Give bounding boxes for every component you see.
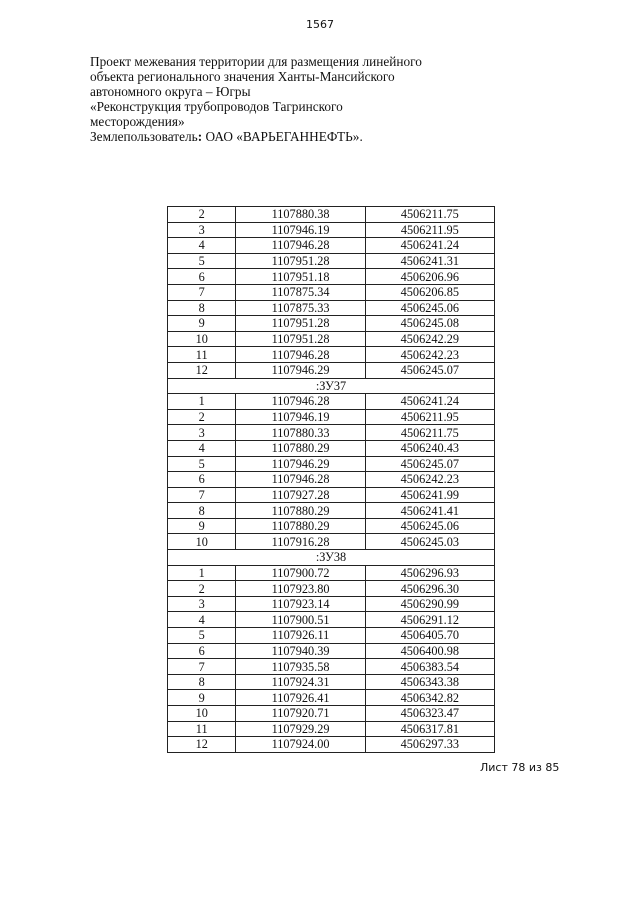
point-number-cell: 5 bbox=[168, 628, 236, 644]
y-coordinate-cell: 4506343.38 bbox=[365, 674, 494, 690]
table-row bbox=[168, 347, 495, 363]
x-coordinate-cell: 1107880.38 bbox=[236, 207, 365, 223]
point-number-cell: 5 bbox=[168, 456, 236, 472]
x-coordinate-cell: 1107946.28 bbox=[236, 238, 365, 254]
table-row bbox=[168, 581, 495, 597]
point-number-cell: 9 bbox=[168, 690, 236, 706]
y-coordinate-cell: 4506245.07 bbox=[365, 362, 494, 378]
header-line: объекта регионального значения Ханты-Мансийского bbox=[90, 69, 395, 84]
x-coordinate-cell: 1107924.00 bbox=[236, 737, 365, 753]
coordinates-table-body bbox=[168, 207, 495, 753]
x-coordinate-cell: 1107880.29 bbox=[236, 440, 365, 456]
x-coordinate-cell: 1107900.72 bbox=[236, 565, 365, 581]
point-number-cell: 11 bbox=[168, 721, 236, 737]
point-number-cell: 9 bbox=[168, 518, 236, 534]
header-line: автономного округа – Югры bbox=[90, 84, 251, 99]
x-coordinate-cell: 1107923.80 bbox=[236, 581, 365, 597]
point-number-cell: 8 bbox=[168, 300, 236, 316]
point-number-cell: 10 bbox=[168, 534, 236, 550]
table-row bbox=[168, 222, 495, 238]
point-number-cell: 2 bbox=[168, 409, 236, 425]
table-row bbox=[168, 737, 495, 753]
y-coordinate-cell: 4506291.12 bbox=[365, 612, 494, 628]
x-coordinate-cell: 1107920.71 bbox=[236, 706, 365, 722]
point-number-cell: 7 bbox=[168, 487, 236, 503]
y-coordinate-cell: 4506211.75 bbox=[365, 425, 494, 441]
land-user-label: Землепользователь bbox=[90, 129, 198, 144]
point-number-cell: 12 bbox=[168, 362, 236, 378]
y-coordinate-cell: 4506405.70 bbox=[365, 628, 494, 644]
point-number-cell: 1 bbox=[168, 394, 236, 410]
y-coordinate-cell: 4506241.41 bbox=[365, 503, 494, 519]
x-coordinate-cell: 1107900.51 bbox=[236, 612, 365, 628]
table-row bbox=[168, 565, 495, 581]
land-user-line bbox=[90, 129, 420, 144]
y-coordinate-cell: 4506211.95 bbox=[365, 409, 494, 425]
x-coordinate-cell: 1107946.28 bbox=[236, 347, 365, 363]
x-coordinate-cell: 1107929.29 bbox=[236, 721, 365, 737]
table-row bbox=[168, 362, 495, 378]
x-coordinate-cell: 1107926.11 bbox=[236, 628, 365, 644]
table-row bbox=[168, 659, 495, 675]
x-coordinate-cell: 1107946.19 bbox=[236, 409, 365, 425]
y-coordinate-cell: 4506241.24 bbox=[365, 238, 494, 254]
section-title: :ЗУ37 bbox=[168, 378, 495, 394]
section-row bbox=[168, 550, 495, 566]
point-number-cell: 3 bbox=[168, 222, 236, 238]
x-coordinate-cell: 1107946.29 bbox=[236, 362, 365, 378]
x-coordinate-cell: 1107875.33 bbox=[236, 300, 365, 316]
table-row bbox=[168, 518, 495, 534]
x-coordinate-cell: 1107951.28 bbox=[236, 316, 365, 332]
y-coordinate-cell: 4506206.96 bbox=[365, 269, 494, 285]
table-row bbox=[168, 721, 495, 737]
y-coordinate-cell: 4506242.29 bbox=[365, 331, 494, 347]
x-coordinate-cell: 1107951.18 bbox=[236, 269, 365, 285]
y-coordinate-cell: 4506296.93 bbox=[365, 565, 494, 581]
x-coordinate-cell: 1107951.28 bbox=[236, 253, 365, 269]
y-coordinate-cell: 4506245.06 bbox=[365, 518, 494, 534]
table-row bbox=[168, 503, 495, 519]
y-coordinate-cell: 4506241.31 bbox=[365, 253, 494, 269]
y-coordinate-cell: 4506240.43 bbox=[365, 440, 494, 456]
table-row bbox=[168, 706, 495, 722]
y-coordinate-cell: 4506342.82 bbox=[365, 690, 494, 706]
table-row bbox=[168, 253, 495, 269]
point-number-cell: 4 bbox=[168, 238, 236, 254]
y-coordinate-cell: 4506290.99 bbox=[365, 596, 494, 612]
x-coordinate-cell: 1107880.29 bbox=[236, 518, 365, 534]
point-number-cell: 6 bbox=[168, 269, 236, 285]
table-row bbox=[168, 472, 495, 488]
x-coordinate-cell: 1107926.41 bbox=[236, 690, 365, 706]
x-coordinate-cell: 1107946.29 bbox=[236, 456, 365, 472]
x-coordinate-cell: 1107924.31 bbox=[236, 674, 365, 690]
y-coordinate-cell: 4506296.30 bbox=[365, 581, 494, 597]
x-coordinate-cell: 1107951.28 bbox=[236, 331, 365, 347]
table-row bbox=[168, 284, 495, 300]
y-coordinate-cell: 4506245.08 bbox=[365, 316, 494, 332]
table-row bbox=[168, 487, 495, 503]
y-coordinate-cell: 4506242.23 bbox=[365, 472, 494, 488]
header-line: Проект межевания территории для размещения линейного bbox=[90, 54, 422, 69]
section-title: :ЗУ38 bbox=[168, 550, 495, 566]
table-row bbox=[168, 238, 495, 254]
table-row bbox=[168, 440, 495, 456]
x-coordinate-cell: 1107880.33 bbox=[236, 425, 365, 441]
table-row bbox=[168, 316, 495, 332]
y-coordinate-cell: 4506241.99 bbox=[365, 487, 494, 503]
table-row bbox=[168, 674, 495, 690]
point-number-cell: 7 bbox=[168, 284, 236, 300]
document-header bbox=[90, 54, 420, 144]
point-number-cell: 4 bbox=[168, 612, 236, 628]
point-number-cell: 9 bbox=[168, 316, 236, 332]
point-number-cell: 11 bbox=[168, 347, 236, 363]
header-line: месторождения» bbox=[90, 114, 185, 129]
point-number-cell: 8 bbox=[168, 503, 236, 519]
y-coordinate-cell: 4506317.81 bbox=[365, 721, 494, 737]
point-number-cell: 4 bbox=[168, 440, 236, 456]
table-row bbox=[168, 207, 495, 223]
sheet-number: Лист 78 из 85 bbox=[480, 761, 560, 774]
table-row bbox=[168, 643, 495, 659]
point-number-cell: 10 bbox=[168, 706, 236, 722]
y-coordinate-cell: 4506211.75 bbox=[365, 207, 494, 223]
x-coordinate-cell: 1107880.29 bbox=[236, 503, 365, 519]
x-coordinate-cell: 1107946.19 bbox=[236, 222, 365, 238]
y-coordinate-cell: 4506242.23 bbox=[365, 347, 494, 363]
coordinates-table bbox=[167, 206, 495, 753]
land-user-colon: : bbox=[197, 129, 203, 144]
y-coordinate-cell: 4506241.24 bbox=[365, 394, 494, 410]
table-row bbox=[168, 456, 495, 472]
point-number-cell: 2 bbox=[168, 207, 236, 223]
point-number-cell: 3 bbox=[168, 596, 236, 612]
y-coordinate-cell: 4506297.33 bbox=[365, 737, 494, 753]
header-line: «Реконструкция трубопроводов Тагринского bbox=[90, 99, 343, 114]
table-row bbox=[168, 300, 495, 316]
point-number-cell: 7 bbox=[168, 659, 236, 675]
point-number-cell: 6 bbox=[168, 643, 236, 659]
x-coordinate-cell: 1107940.39 bbox=[236, 643, 365, 659]
y-coordinate-cell: 4506245.03 bbox=[365, 534, 494, 550]
table-row bbox=[168, 596, 495, 612]
y-coordinate-cell: 4506211.95 bbox=[365, 222, 494, 238]
y-coordinate-cell: 4506206.85 bbox=[365, 284, 494, 300]
table-row bbox=[168, 612, 495, 628]
point-number-cell: 1 bbox=[168, 565, 236, 581]
table-row bbox=[168, 690, 495, 706]
table-row bbox=[168, 628, 495, 644]
y-coordinate-cell: 4506245.06 bbox=[365, 300, 494, 316]
point-number-cell: 2 bbox=[168, 581, 236, 597]
table-row bbox=[168, 269, 495, 285]
x-coordinate-cell: 1107875.34 bbox=[236, 284, 365, 300]
table-row bbox=[168, 534, 495, 550]
land-user-value: ОАО «ВАРЬЕГАННЕФТЬ». bbox=[202, 129, 363, 144]
page-number: 1567 bbox=[306, 18, 334, 31]
y-coordinate-cell: 4506323.47 bbox=[365, 706, 494, 722]
point-number-cell: 10 bbox=[168, 331, 236, 347]
table-row bbox=[168, 425, 495, 441]
point-number-cell: 8 bbox=[168, 674, 236, 690]
table-row bbox=[168, 331, 495, 347]
point-number-cell: 12 bbox=[168, 737, 236, 753]
x-coordinate-cell: 1107927.28 bbox=[236, 487, 365, 503]
table-row bbox=[168, 394, 495, 410]
x-coordinate-cell: 1107935.58 bbox=[236, 659, 365, 675]
point-number-cell: 6 bbox=[168, 472, 236, 488]
x-coordinate-cell: 1107916.28 bbox=[236, 534, 365, 550]
x-coordinate-cell: 1107923.14 bbox=[236, 596, 365, 612]
point-number-cell: 3 bbox=[168, 425, 236, 441]
x-coordinate-cell: 1107946.28 bbox=[236, 472, 365, 488]
table-row bbox=[168, 409, 495, 425]
y-coordinate-cell: 4506383.54 bbox=[365, 659, 494, 675]
x-coordinate-cell: 1107946.28 bbox=[236, 394, 365, 410]
point-number-cell: 5 bbox=[168, 253, 236, 269]
section-row bbox=[168, 378, 495, 394]
y-coordinate-cell: 4506400.98 bbox=[365, 643, 494, 659]
y-coordinate-cell: 4506245.07 bbox=[365, 456, 494, 472]
